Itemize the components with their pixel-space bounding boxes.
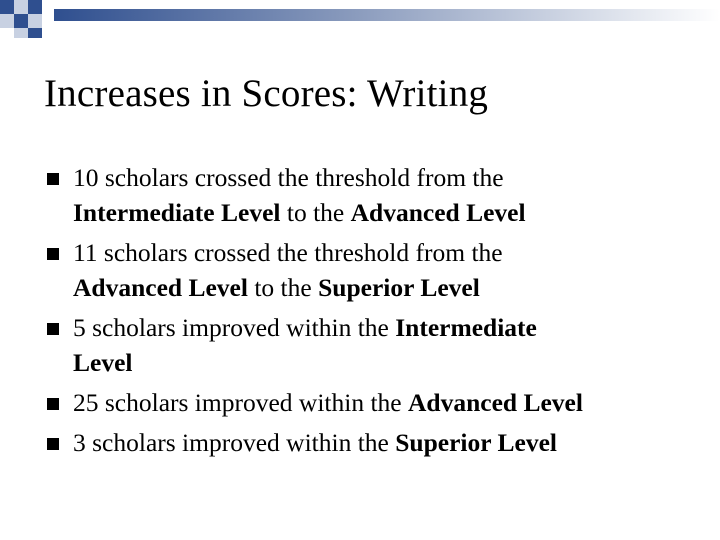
bullet-item (0, 425, 700, 460)
bullet-line (73, 425, 700, 460)
bullet-text: 5 scholars improved within the (73, 313, 396, 342)
header-decoration (0, 0, 720, 40)
bullet-bold-text: Advanced Level (408, 388, 583, 417)
bullet-text: 11 scholars crossed the threshold from the (73, 238, 503, 267)
square-bullet-icon (47, 323, 59, 335)
bullet-text: 10 scholars crossed the threshold from the (73, 163, 504, 192)
square-bullet-icon (47, 398, 59, 410)
bullet-line (73, 345, 700, 380)
bullet-bold-text: Intermediate (395, 313, 537, 342)
bullet-bold-text: Intermediate Level (73, 198, 281, 227)
square-bullet-icon (47, 248, 59, 260)
bullet-item (0, 310, 700, 380)
bullet-text: to the (247, 273, 319, 302)
bullet-bold-text: Superior Level (395, 428, 557, 457)
bullet-item (0, 385, 700, 420)
square-bullet-icon (47, 438, 59, 450)
bullet-bold-text: Level (73, 348, 133, 377)
bullet-text: 3 scholars improved within the (73, 428, 396, 457)
bullet-text: 25 scholars improved within the (73, 388, 408, 417)
bullet-line (73, 310, 700, 345)
bullet-bold-text: Superior Level (318, 273, 480, 302)
bullet-line (73, 385, 700, 420)
bullet-bold-text: Advanced Level (350, 198, 526, 227)
bullet-item (0, 235, 700, 305)
bullet-text: to the (280, 198, 351, 227)
slide-title: Increases in Scores: Writing (44, 72, 489, 115)
bullet-line (73, 235, 700, 270)
bullet-item (0, 160, 700, 230)
bullet-line (73, 160, 700, 195)
bullet-line (73, 270, 700, 305)
bullet-line (73, 195, 700, 230)
bullet-list (0, 160, 700, 465)
square-bullet-icon (47, 173, 59, 185)
bullet-bold-text: Advanced Level (73, 273, 248, 302)
